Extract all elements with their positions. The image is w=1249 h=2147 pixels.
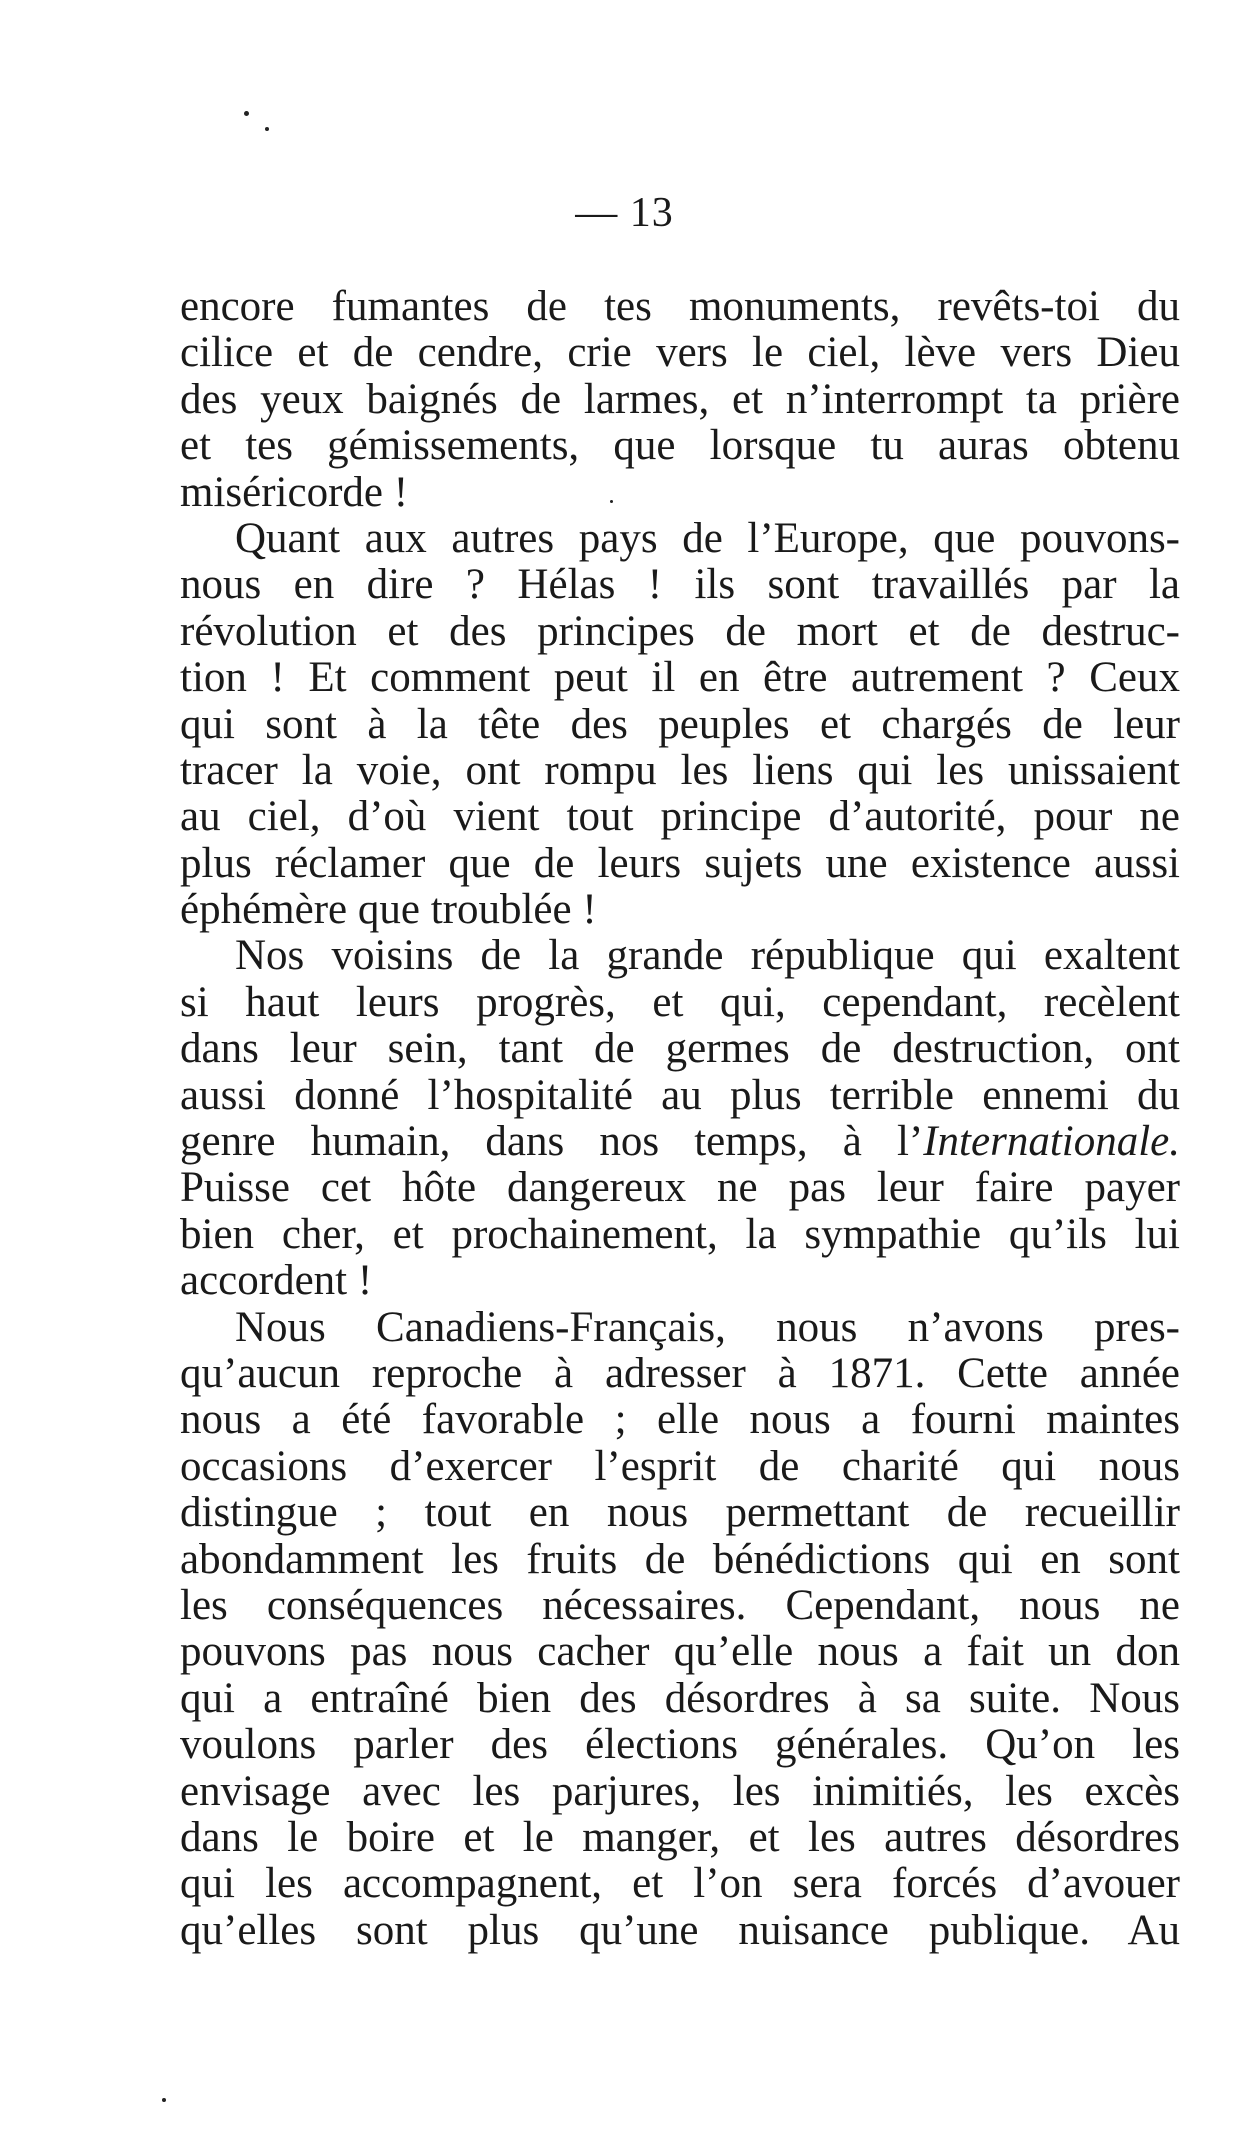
scan-speck: [265, 127, 269, 131]
text-line: encore fumantes de tes monuments, revêts-toi du: [180, 283, 1180, 330]
text-line: si haut leurs progrès, et qui, cependant, recèlent: [180, 978, 1180, 1026]
text-line: Nos voisins de la grande république qui exaltent: [235, 932, 1180, 980]
text-line: et tes gémissements, que lorsque tu auras obtenu: [180, 422, 1180, 470]
body-text: [180, 284, 1180, 1954]
text-line: révolution et des principes de mort et de destruc-: [180, 607, 1180, 655]
text-line: qui a entraîné bien des désordres à sa suite. Nous: [180, 1674, 1180, 1722]
text-line: nous en dire ? Hélas ! ils sont travaillés par la: [180, 561, 1180, 609]
text-line: éphémère que troublée !: [180, 886, 597, 934]
text-line: pouvons pas nous cacher qu’elle nous a fait un don: [180, 1628, 1180, 1676]
text-line: voulons parler des élections générales. Qu’on les: [180, 1721, 1180, 1769]
scan-speck: [244, 111, 249, 116]
scan-speck: [610, 500, 613, 503]
text-line: Nous Canadiens-Français, nous n’avons pres-: [235, 1303, 1180, 1351]
italic-term: Internationale.: [923, 1118, 1180, 1166]
text-line: plus réclamer que de leurs sujets une existence aussi: [180, 839, 1180, 887]
text-line: Puisse cet hôte dangereux ne pas leur faire payer: [180, 1164, 1180, 1212]
text-line: qui les accompagnent, et l’on sera forcés d’avouer: [180, 1860, 1180, 1908]
text-line: occasions d’exercer l’esprit de charité qui nous: [180, 1442, 1180, 1490]
text-line: dans leur sein, tant de germes de destruction, ont: [180, 1025, 1180, 1073]
text-line: distingue ; tout en nous permettant de recueillir: [180, 1489, 1180, 1537]
text-line: miséricorde !: [180, 468, 409, 516]
text-line: au ciel, d’où vient tout principe d’autorité, pour ne: [180, 793, 1180, 841]
text-line: bien cher, et prochainement, la sympathie qu’ils lui: [180, 1210, 1180, 1258]
text-line: abondamment les fruits de bénédictions qui en sont: [180, 1535, 1180, 1583]
text-segment: genre humain, dans nos temps, à l’: [180, 1118, 924, 1166]
text-line: qu’aucun reproche à adresser à 1871. Cette année: [180, 1349, 1180, 1397]
text-line: [180, 1119, 1180, 1165]
text-line: tion ! Et comment peut il en être autrement ? Ceux: [180, 654, 1180, 702]
text-line: dans le boire et le manger, et les autres désordres: [180, 1813, 1180, 1861]
text-line: qui sont à la tête des peuples et chargés de leur: [180, 700, 1180, 748]
text-line: nous a été favorable ; elle nous a fourni maintes: [180, 1396, 1180, 1444]
text-line: des yeux baignés de larmes, et n’interrompt ta prière: [180, 375, 1180, 423]
text-line: tracer la voie, ont rompu les liens qui les unissaient: [180, 746, 1180, 794]
text-line: envisage avec les parjures, les inimitiés, les excès: [180, 1767, 1180, 1815]
scan-speck: [162, 2098, 166, 2102]
text-line: qu’elles sont plus qu’une nuisance publique. Au: [180, 1906, 1180, 1954]
text-line: cilice et de cendre, crie vers le ciel, lève vers Dieu: [180, 329, 1180, 377]
text-line: Quant aux autres pays de l’Europe, que pouvons-: [235, 514, 1180, 562]
page-number: — 13: [575, 190, 674, 236]
text-line: aussi donné l’hospitalité au plus terrible ennemi du: [180, 1071, 1180, 1119]
text-line: accordent !: [180, 1257, 373, 1305]
text-line: les conséquences nécessaires. Cependant, nous ne: [180, 1581, 1180, 1629]
